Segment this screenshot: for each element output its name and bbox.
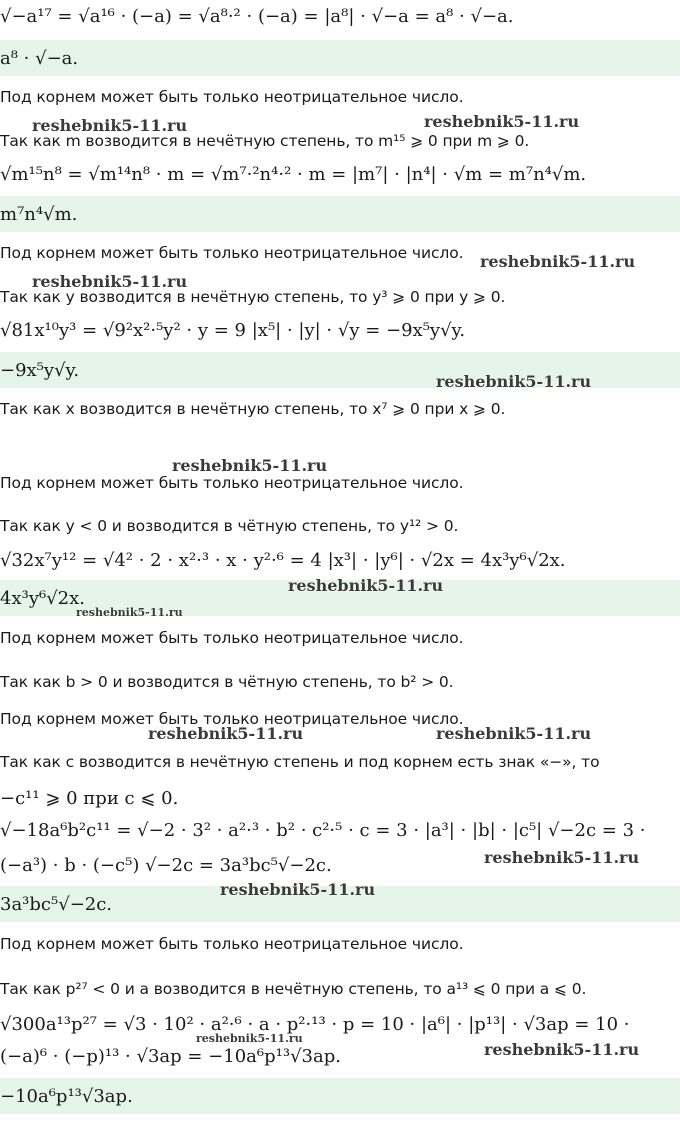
answer-line: −10a⁶p¹³√3ap. [0,1078,680,1114]
text-line: Так как b > 0 и возводится в чётную степень, то b² > 0. [0,673,454,691]
text-line: Под корнем может быть только неотрицательное число. [0,88,464,106]
watermark: reshebnik5-11.ru [484,1040,640,1059]
text-line: Под корнем может быть только неотрицательное число. [0,935,464,953]
watermark: reshebnik5-11.ru [32,272,188,291]
text-line: Так как y возводится в нечётную степень, то y³ ⩾ 0 при y ⩾ 0. [0,288,506,306]
watermark: reshebnik5-11.ru [196,1032,303,1045]
text-line: Так как c возводится в нечётную степень и под корнем есть знак «−», то [0,753,600,771]
answer-line: m⁷n⁴√m. [0,196,680,232]
watermark: reshebnik5-11.ru [76,606,183,619]
text-line: Так как x возводится в нечётную степень, то x⁷ ⩾ 0 при x ⩾ 0. [0,400,506,418]
watermark: reshebnik5-11.ru [288,576,444,595]
math-line: √300a¹³p²⁷ = √3 · 10² · a²·⁶ · a · p²·¹³ · p = 10 · |a⁶| · |p¹³| · √3ap = 10 · [0,1014,630,1035]
watermark: reshebnik5-11.ru [480,252,636,271]
math-line: (−a³) · b · (−c⁵) √−2c = 3a³bc⁵√−2c. [0,855,332,876]
text-line: Под корнем может быть только неотрицательное число. [0,474,464,492]
watermark: reshebnik5-11.ru [484,848,640,867]
watermark: reshebnik5-11.ru [172,456,328,475]
watermark: reshebnik5-11.ru [436,372,592,391]
watermark: reshebnik5-11.ru [32,116,188,135]
answer-line: 3a³bc⁵√−2c. [0,886,680,922]
answer-line: −9x⁵y√y. [0,352,680,388]
watermark: reshebnik5-11.ru [148,724,304,743]
text-line: Так как p²⁷ < 0 и a возводится в нечётную степень, то a¹³ ⩽ 0 при a ⩽ 0. [0,980,587,998]
text-line: Под корнем может быть только неотрицательное число. [0,629,464,647]
math-line: (−a)⁶ · (−p)¹³ · √3ap = −10a⁶p¹³√3ap. [0,1046,341,1067]
answer-line: 4x³y⁶√2x. [0,580,680,616]
text-line: Так как y < 0 и возводится в чётную степень, то y¹² > 0. [0,517,459,535]
text-line: Так как m возводится в нечётную степень, то m¹⁵ ⩾ 0 при m ⩾ 0. [0,132,530,150]
math-line: √−a¹⁷ = √a¹⁶ · (−a) = √a⁸·² · (−a) = |a⁸| · √−a = a⁸ · √−a. [0,6,514,27]
math-line: √32x⁷y¹² = √4² · 2 · x²·³ · x · y²·⁶ = 4 |x³| · |y⁶| · √2x = 4x³y⁶√2x. [0,550,566,571]
math-line: √−18a⁶b²c¹¹ = √−2 · 3² · a²·³ · b² · c²·⁵ · c = 3 · |a³| · |b| · |c⁵| √−2c = 3 · [0,820,646,841]
text-line: Под корнем может быть только неотрицательное число. [0,710,464,728]
answer-line: a⁸ · √−a. [0,40,680,76]
math-line: √81x¹⁰y³ = √9²x²·⁵y² · y = 9 |x⁵| · |y| · √y = −9x⁵y√y. [0,320,466,341]
math-line: √m¹⁵n⁸ = √m¹⁴n⁸ · m = √m⁷·²n⁴·² · m = |m⁷| · |n⁴| · √m = m⁷n⁴√m. [0,164,587,185]
watermark: reshebnik5-11.ru [424,112,580,131]
watermark: reshebnik5-11.ru [436,724,592,743]
text-line: Под корнем может быть только неотрицательное число. [0,244,464,262]
watermark: reshebnik5-11.ru [220,880,376,899]
math-line: −c¹¹ ⩾ 0 при c ⩽ 0. [0,788,179,809]
